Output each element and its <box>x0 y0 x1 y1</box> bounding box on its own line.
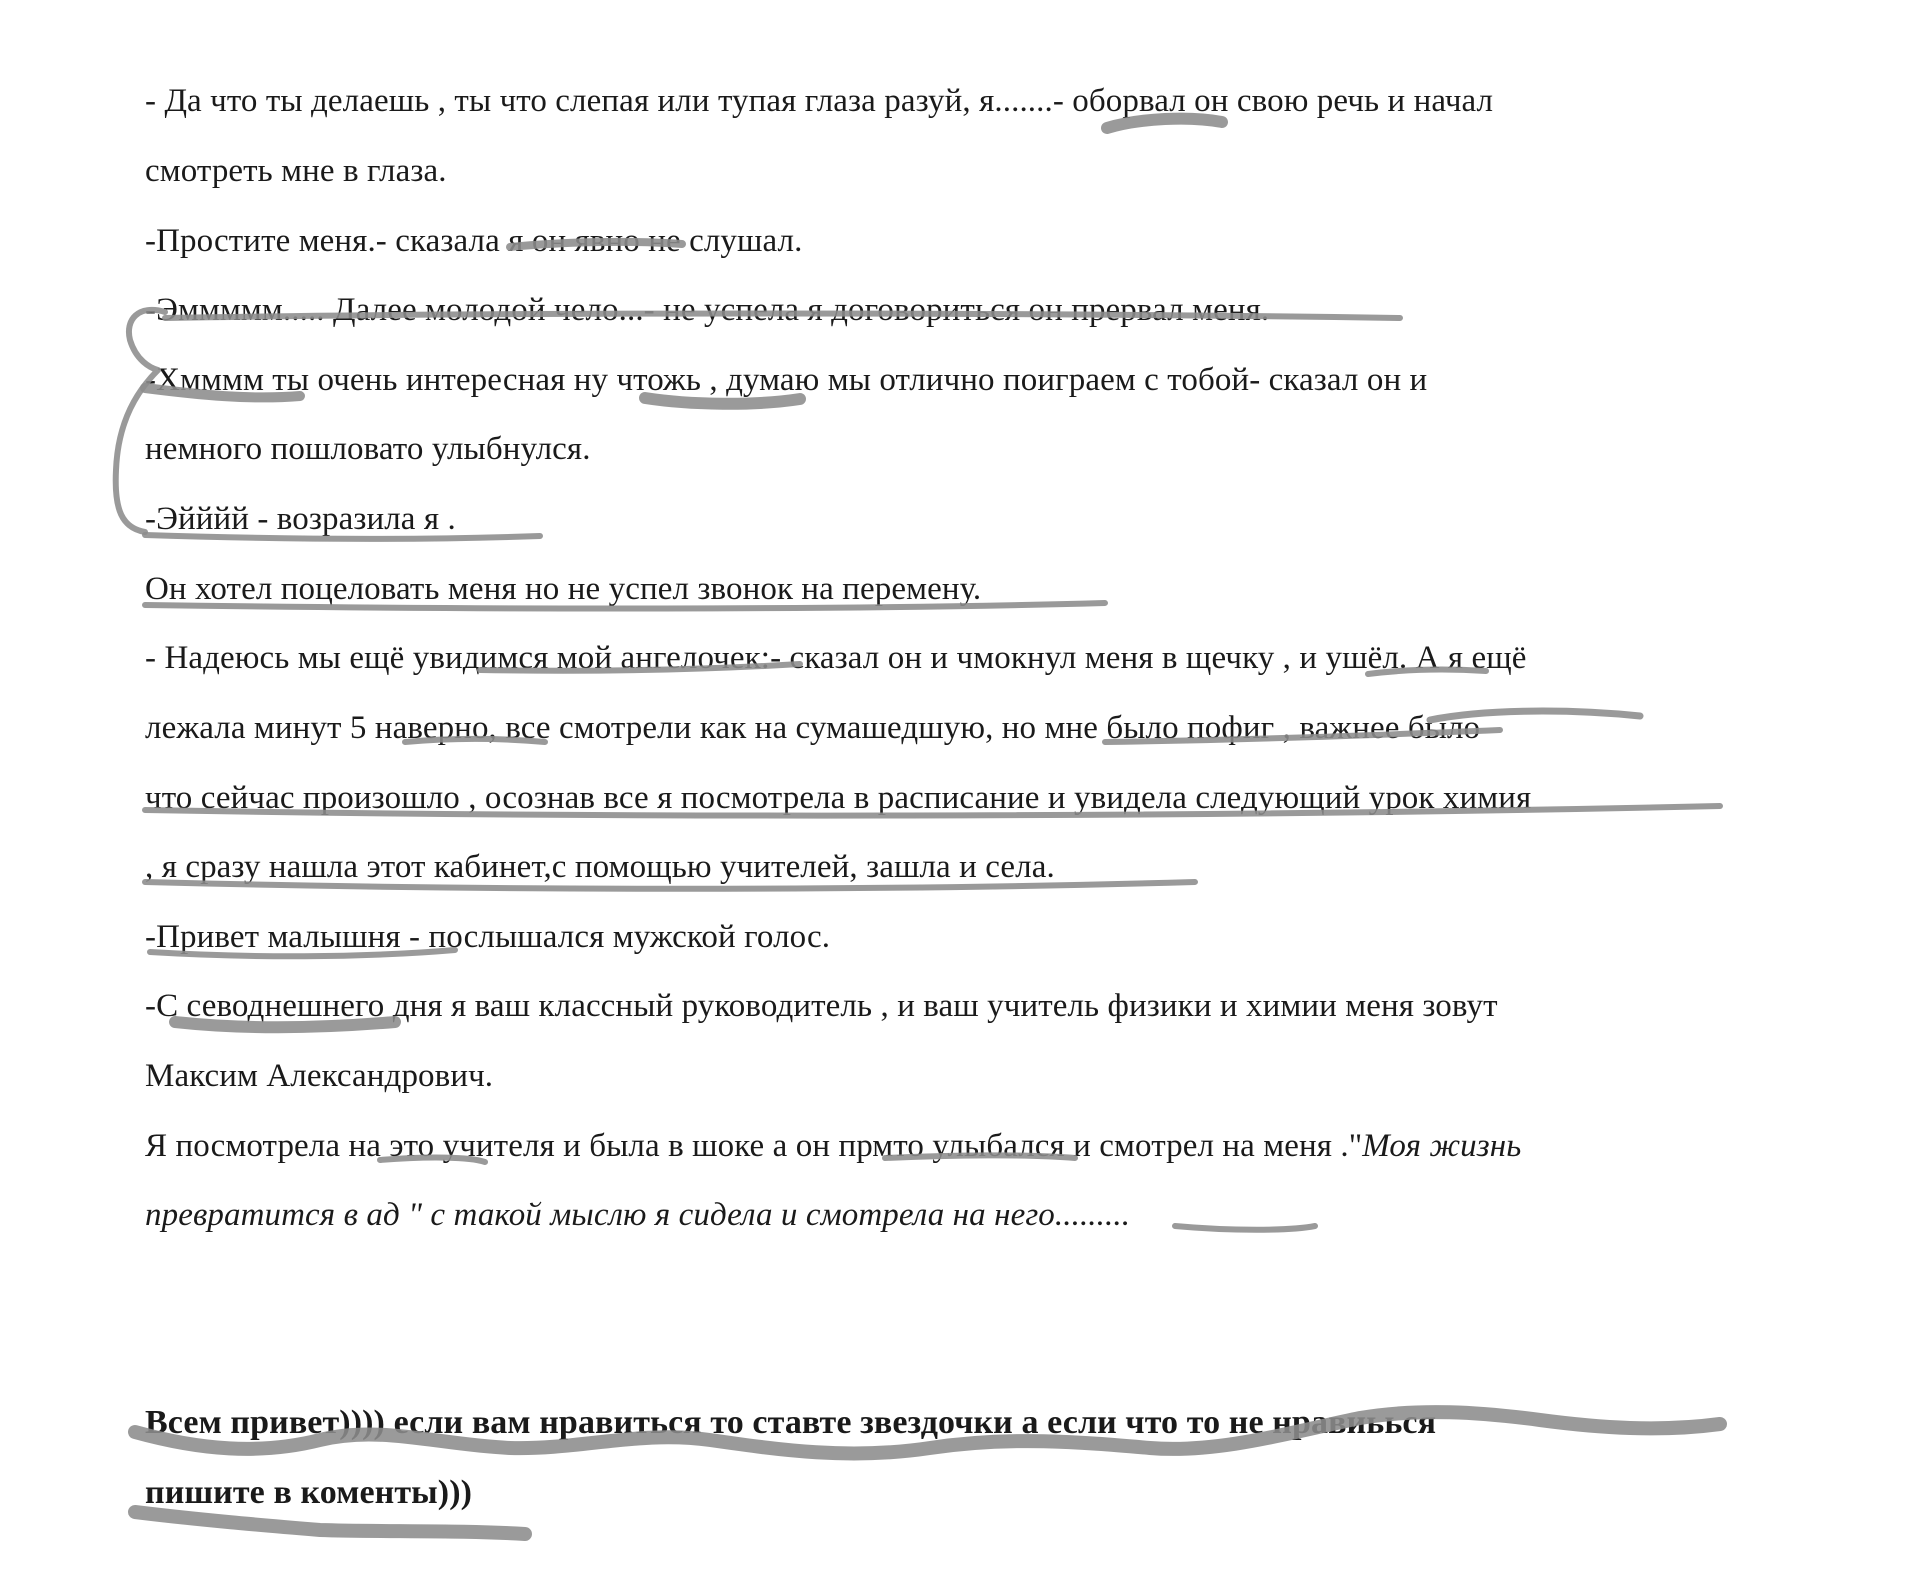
text-line-6: немного пошловато улыбнулся. <box>145 431 591 467</box>
author-note-line-1: Всем привет)))) если вам нравиться то ставте звездочки а если что то не нравиьься <box>145 1404 1437 1441</box>
text-line-14: -С севоднешнего дня я ваш классный руководитель , и ваш учитель физики и химии меня зовут <box>145 988 1498 1024</box>
text-line-12: , я сразу нашла этот кабинет,с помощью учителей, зашла и села. <box>145 849 1055 885</box>
text-line-5: -Хмммм ты очень интересная ну чтожь , думаю мы отлично поиграем с тобой- сказал он и <box>145 362 1428 398</box>
pen-underline <box>1175 1226 1315 1230</box>
text-line-3: -Простите меня.- сказала я он явно не слушал. <box>145 223 803 259</box>
pen-wavy-underline <box>135 1512 525 1534</box>
text-line-17: превратится в ад " с такой мыслю я сидела и смотрела на него......... <box>145 1197 1131 1233</box>
text-line-16 <box>145 1126 1521 1166</box>
text-line-7: -Эйййй - возразила я . <box>145 501 456 537</box>
author-note-line-2: пишите в коменты))) <box>145 1474 473 1511</box>
text-line-9: - Надеюсь мы ещё увидимся мой ангелочек:- сказал он и чмокнул меня в щечку , и ушёл. А я ещё <box>145 640 1527 676</box>
text-line-11: что сейчас произошло , осознав все я посмотрела в расписание и увидела следующий урок химия <box>145 780 1532 816</box>
text-line-10: лежала минут 5 наверно, все смотрели как на сумашедшую, но мне было пофиг , важнее было <box>145 710 1481 746</box>
text-line-4: -Эммммм..... Далее молодой чело...- не успела я договориться он прервал меня. <box>145 292 1270 328</box>
text-line-1: - Да что ты делаешь , ты что слепая или тупая глаза разуй, я.......- оборвал он свою речь и начал <box>145 83 1494 119</box>
text-line-16-regular: Я посмотрела на это учителя и была в шоке а он прмто улыбался и смотрел на меня ." <box>145 1128 1363 1164</box>
text-line-8: Он хотел поцеловать меня но не успел звонок на перемену. <box>145 571 982 607</box>
text-line-15: Максим Александрович. <box>145 1058 494 1094</box>
text-line-13: -Привет малышня - послышался мужской голос. <box>145 919 831 955</box>
text-line-2: смотреть мне в глаза. <box>145 153 447 189</box>
text-line-16-italic: Моя жизнь <box>1362 1128 1522 1164</box>
